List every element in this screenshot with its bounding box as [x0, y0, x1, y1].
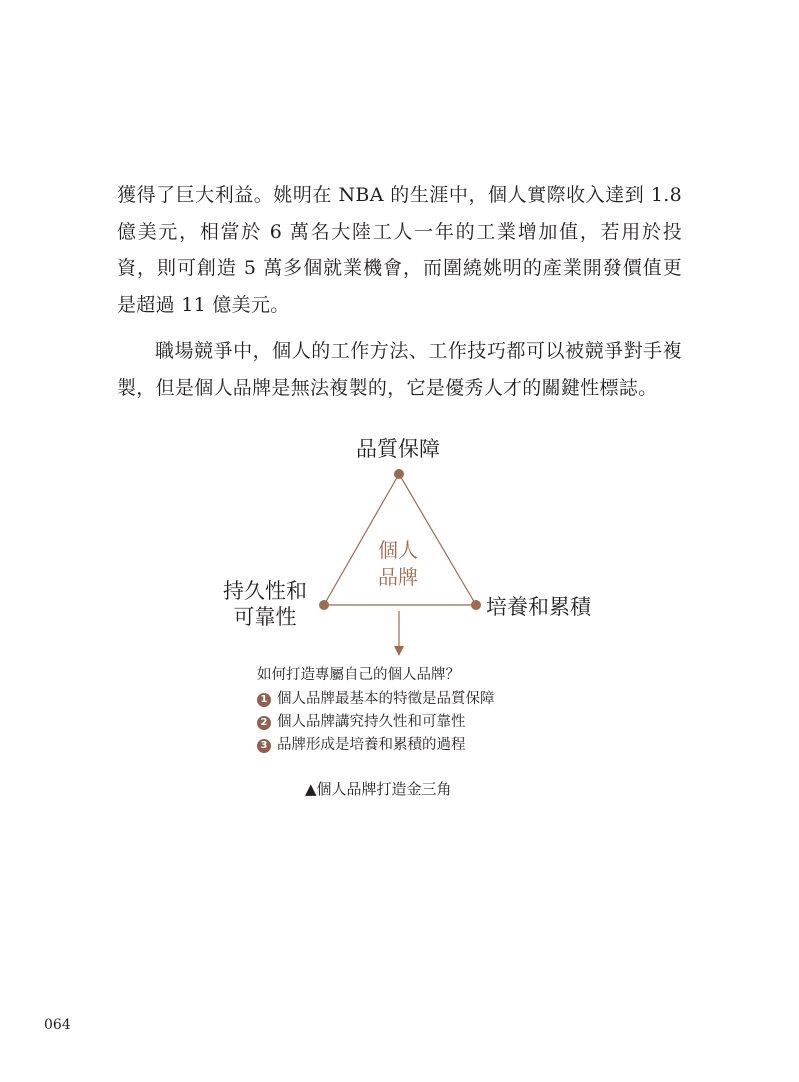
- list-item-text: 品牌形成是培養和累積的過程: [277, 737, 466, 753]
- left-vertex-label-line1: 持久性和: [223, 579, 307, 603]
- center-label-line2: 品牌: [378, 565, 418, 589]
- number-badge-icon: 1: [257, 693, 271, 707]
- list-item: [257, 688, 495, 711]
- number-badge-icon: 3: [257, 739, 271, 753]
- list-item: [257, 711, 495, 734]
- center-label-line1: 個人: [378, 538, 418, 562]
- figure-caption: ▲個人品牌打造金三角: [305, 780, 452, 798]
- page-number: 064: [44, 1017, 71, 1033]
- body-paragraph-1: 獲得了巨大利益。姚明在 NBA 的生涯中，個人實際收入達到 1.8 億美元，相當於 6 萬名大陸工人一年的工業增加值，若用於投資，則可創造 5 萬多個就業機會，而圍繞姚明的產業開發價值更是超過 11 億美元。: [117, 184, 682, 316]
- top-vertex-label: 品質保障: [356, 437, 440, 461]
- right-vertex-dot: [471, 600, 481, 610]
- list-item-text: 個人品牌講究持久性和可靠性: [277, 714, 466, 730]
- top-vertex-dot: [394, 469, 404, 479]
- list-item-text: 個人品牌最基本的特徵是品質保障: [277, 691, 495, 707]
- body-paragraph-2: 職場競爭中，個人的工作方法、工作技巧都可以被競爭對手複製，但是個人品牌是無法複製的，它是優秀人才的關鍵性標誌。: [117, 340, 682, 399]
- down-arrow-head: [394, 646, 404, 656]
- question-block: [257, 664, 495, 757]
- number-badge-icon: 2: [257, 716, 271, 730]
- right-vertex-label: 培養和累積: [486, 595, 591, 619]
- triangle-center-label: [360, 537, 436, 591]
- question-title: 如何打造專屬自己的個人品牌？: [257, 667, 460, 683]
- left-vertex-dot: [319, 600, 329, 610]
- list-item: [257, 734, 495, 757]
- left-vertex-label: [215, 578, 315, 630]
- left-vertex-label-line2: 可靠性: [233, 605, 297, 629]
